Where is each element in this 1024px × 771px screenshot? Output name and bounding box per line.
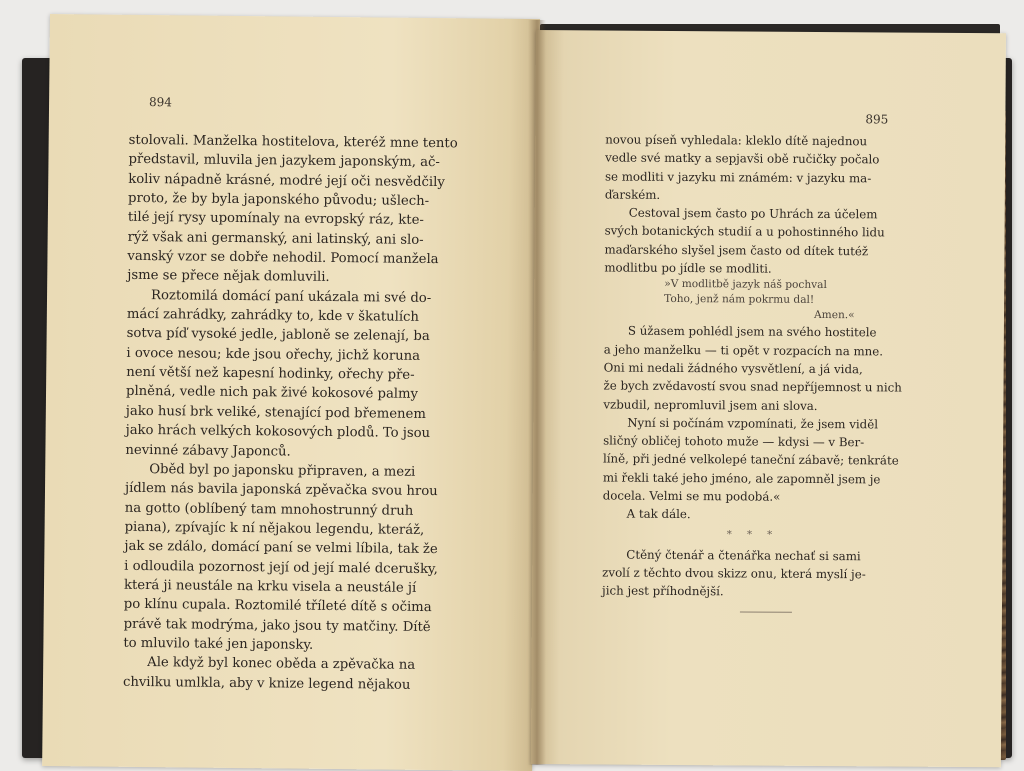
text-line: jídlem nás bavila japonská zpěvačka svou hrou — [124, 480, 438, 500]
text-line: Oni mi nedali žádného vysvětlení, a já vida, — [603, 360, 863, 377]
text-line: Oběd byl po japonsku připraven, a mezi — [149, 461, 416, 480]
text-line: líně, při jedné velkolepé taneční zábavě; tenkráte — [602, 451, 899, 468]
text-line: na gotto (oblíbený tam mnohostrunný druh — [124, 500, 414, 519]
text-line: a jeho manželku — ti opět v rozpacích na mne. — [603, 342, 884, 359]
text-line: plněná, vedle nich pak živé kokosové palmy — [125, 384, 419, 403]
page-number-left: 894 — [149, 95, 173, 110]
book-gutter — [528, 20, 546, 765]
right-paragraphs-a — [604, 130, 905, 278]
text-line: mácí zahrádky, zahrádky to, kde v škatulích — [126, 306, 420, 325]
text-line: to mluvilo také jen japonsky. — [123, 635, 314, 653]
text-line: se modliti v jazyku mi známém: v jazyku ma- — [604, 169, 872, 185]
text-line: proto, že by byla japonského původu; ušlech- — [127, 190, 430, 210]
text-line: i odloudila pozornost její od její malé dcerušky, — [124, 558, 438, 577]
text-line: vzbudil, nepromluvil jsem ani slova. — [603, 397, 818, 413]
text-line: modlitbu po jídle se modliti. — [604, 260, 772, 276]
text-line: jako husí brk veliké, stenající pod břemenem — [125, 403, 426, 422]
text-line: novou píseň vyhledala: kleklo dítě najednou — [605, 132, 868, 149]
section-stars: * * * — [726, 528, 779, 541]
text-line: není větší než kapesní hodinky, ořechy pře- — [126, 364, 415, 383]
text-line: rýž však ani germanský, ani latinský, ani slo- — [127, 229, 424, 248]
end-rule — [740, 611, 792, 612]
text-line: piana), zpívajíc k ní nějakou legendu, kteráž, — [124, 519, 425, 538]
text-line: maďarského slyšel jsem často od dítek tutéž — [604, 242, 869, 259]
text-line: že bych zvědavostí svou snad nepříjemnost u nich — [603, 378, 902, 395]
text-line: A tak dále. — [626, 506, 691, 522]
right-page — [531, 30, 1006, 767]
text-line: jsme se přece nějak domluvili. — [127, 268, 330, 286]
right-paragraphs-b — [603, 322, 904, 525]
right-page-text — [602, 130, 905, 602]
text-line: chvilku umlkla, aby v knize legend nějakou — [122, 674, 411, 693]
text-line: stolovali. Manželka hostitelova, kteréž mne tento — [128, 132, 458, 152]
text-line: jak se zdálo, domácí paní se velmi líbila, tak že — [124, 539, 438, 558]
text-line: Ale když byl konec oběda a zpěvačka na — [147, 655, 416, 674]
text-line: ďarském. — [604, 187, 661, 202]
text-line: Cestoval jsem často po Uhrách za účelem — [628, 205, 878, 222]
text-line: která ji neustále na krku visela a neustále jí — [123, 577, 417, 596]
poem-block — [604, 277, 904, 324]
text-line: jich jest příhodnější. — [602, 583, 724, 599]
text-line: po klínu cupala. Roztomilé tříleté dítě s očima — [123, 597, 432, 616]
page-number-right: 895 — [865, 112, 889, 127]
text-line: představil, mluvila jen jazykem japonským, ač- — [128, 152, 440, 171]
left-page — [42, 14, 540, 771]
poem-line: »V modlitbě jazyk náš pochval — [664, 278, 827, 292]
text-line: zvolí z těchto dvou skizz onu, která myslí je- — [602, 565, 866, 582]
text-line: sličný obličej tohoto muže — kdysi — v Ber- — [603, 433, 865, 450]
text-line: vedle své matky a sepjavši obě ručičky počalo — [605, 150, 880, 167]
text-line: jako hrách velkých kokosových plodů. To jsou — [125, 422, 431, 442]
text-line: Nyní si počínám vzpomínati, že jsem viděl — [627, 415, 879, 432]
text-line: sotva píď vysoké jedle, jabloně se zelenají, ba — [126, 326, 430, 345]
text-line: Roztomilá domácí paní ukázala mi své do- — [150, 287, 432, 306]
text-line: i ovoce nesou; kde jsou ořechy, jichž koruna — [126, 345, 421, 364]
text-line: vanský vzor se dobře nehodil. Pomocí manžela — [127, 248, 439, 268]
poem-line: Toho, jenž nám pokrmu dal! — [664, 293, 815, 307]
poem-line: Amen.« — [813, 309, 855, 322]
right-paragraphs-c — [602, 545, 902, 602]
text-line: koliv nápadně krásné, modré její oči nesvědčily — [128, 171, 445, 190]
text-line: mi řekli také jeho jméno, ale zapomněl jsem je — [602, 470, 881, 487]
text-line: S úžasem pohlédl jsem na svého hostitele — [627, 324, 877, 340]
text-line: docela. Velmi se mu podobá.« — [602, 488, 781, 504]
text-line: svých botanických studií a u pohostinného lidu — [604, 223, 885, 240]
text-line: Ctěný čtenář a čtenářka nechať si sami — [626, 547, 861, 563]
text-line: nevinné zábavy Japonců. — [125, 442, 291, 460]
left-page-text — [123, 131, 513, 696]
text-line: tilé její rysy upomínaly na evropský ráz, kte- — [127, 210, 424, 229]
text-line: právě tak modrýma, jako jsou ty matčiny. Dítě — [123, 616, 431, 635]
